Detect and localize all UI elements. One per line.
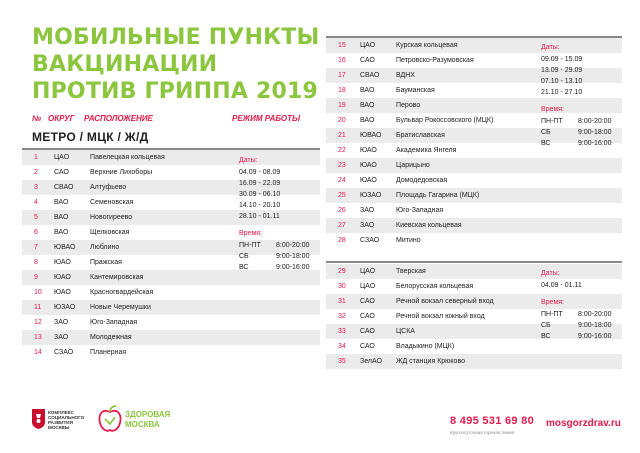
complex-line-2: СОЦИАЛЬНОГО bbox=[48, 415, 85, 420]
row-location: Царицыно bbox=[396, 162, 430, 169]
row-number: 21 bbox=[338, 132, 346, 139]
row-number: 35 bbox=[338, 358, 346, 365]
row-location: Молодежная bbox=[90, 334, 132, 341]
row-district: ЮАО bbox=[360, 162, 377, 169]
row-location: Алтуфьево bbox=[90, 184, 127, 191]
row-district: ЗАО bbox=[360, 222, 375, 229]
row-location: Петровско-Разумовская bbox=[396, 57, 474, 64]
date-range: 16.09 - 22.09 bbox=[239, 180, 281, 187]
time-day: СБ bbox=[541, 129, 551, 136]
row-location: Речной вокзал северный вход bbox=[396, 298, 494, 305]
time-row bbox=[239, 240, 309, 251]
row-district: ЦАО bbox=[360, 283, 376, 290]
row-district: ЗАО bbox=[54, 319, 69, 326]
row-district: ЗАО bbox=[360, 207, 375, 214]
title-line-2: ВАКЦИНАЦИИ bbox=[32, 52, 218, 77]
table-row bbox=[326, 233, 622, 248]
row-number: 7 bbox=[34, 244, 38, 251]
row-district: САО bbox=[360, 328, 375, 335]
row-district: САО bbox=[360, 298, 375, 305]
date-range: 04.09 - 08.09 bbox=[239, 169, 281, 176]
row-location: Тверская bbox=[396, 268, 426, 275]
row-number: 27 bbox=[338, 222, 346, 229]
complex-line-4: МОСКВЫ bbox=[48, 425, 70, 430]
right-table-b-top-bar bbox=[326, 261, 622, 263]
row-number: 31 bbox=[338, 298, 346, 305]
row-location: Верхние Лихоборы bbox=[90, 169, 153, 176]
right-schedule-b bbox=[541, 268, 611, 342]
time-hours: 8:00-20:00 bbox=[578, 118, 612, 125]
table-row bbox=[326, 158, 622, 173]
row-location: Домодедовская bbox=[396, 177, 448, 184]
healthy-moscow-apple-icon bbox=[98, 405, 122, 438]
time-day: ВС bbox=[541, 333, 551, 340]
row-location: Белорусская кольцевая bbox=[396, 283, 474, 290]
row-district: ВАО bbox=[54, 214, 69, 221]
header-hours: РЕЖИМ РАБОТЫ bbox=[232, 114, 301, 123]
row-number: 32 bbox=[338, 313, 346, 320]
row-district: СВАО bbox=[54, 184, 74, 191]
row-number: 28 bbox=[338, 237, 346, 244]
date-range: 07.10 - 13.10 bbox=[541, 78, 583, 85]
time-hours: 8:00-20:00 bbox=[578, 311, 612, 318]
dates-label: Даты: bbox=[541, 44, 560, 51]
time-hours: 9:00-16:00 bbox=[276, 264, 310, 271]
row-number: 9 bbox=[34, 274, 38, 281]
header-num: № bbox=[32, 114, 42, 123]
row-number: 24 bbox=[338, 177, 346, 184]
complex-logo-text bbox=[48, 410, 84, 430]
row-location: Пражская bbox=[90, 259, 122, 266]
row-number: 12 bbox=[34, 319, 42, 326]
date-range: 14.10 - 20.10 bbox=[239, 202, 281, 209]
row-district: ЮВАО bbox=[360, 132, 382, 139]
row-district: ВАО bbox=[54, 199, 69, 206]
row-number: 15 bbox=[338, 42, 346, 49]
time-label: Время: bbox=[239, 230, 263, 237]
row-number: 17 bbox=[338, 72, 346, 79]
row-district: ЮАО bbox=[54, 259, 71, 266]
row-location: Щелковская bbox=[90, 229, 130, 236]
time-day: СБ bbox=[541, 322, 551, 329]
row-number: 33 bbox=[338, 328, 346, 335]
dates-label: Даты: bbox=[541, 270, 560, 277]
row-location: Юго-Западная bbox=[90, 319, 138, 326]
time-row bbox=[541, 320, 611, 331]
row-number: 25 bbox=[338, 192, 346, 199]
row-district: ВАО bbox=[54, 229, 69, 236]
row-number: 16 bbox=[338, 57, 346, 64]
row-district: ЗелАО bbox=[360, 358, 382, 365]
row-location: Новые Черемушки bbox=[90, 304, 151, 311]
row-number: 22 bbox=[338, 147, 346, 154]
hotline-caption: Круглосуточная горячая линия bbox=[450, 430, 515, 435]
header-location: РАСПОЛОЖЕНИЕ bbox=[84, 114, 153, 123]
row-district: ЮЗАО bbox=[54, 304, 76, 311]
table-row bbox=[326, 218, 622, 233]
row-location: Речной вокзал южный вход bbox=[396, 313, 485, 320]
hotline-phone: 8 495 531 69 80 bbox=[450, 415, 535, 427]
date-range: 28.10 - 01.11 bbox=[239, 213, 280, 220]
table-row bbox=[22, 285, 320, 300]
health-line-2: МОСКВА bbox=[125, 420, 160, 429]
date-range: 21.10 - 27.10 bbox=[541, 89, 583, 96]
time-hours: 9:00-18:00 bbox=[578, 322, 612, 329]
row-district: САО bbox=[360, 343, 375, 350]
row-district: ЮВАО bbox=[54, 244, 76, 251]
health-line-1: ЗДОРОВАЯ bbox=[125, 410, 171, 419]
row-number: 18 bbox=[338, 87, 346, 94]
row-location: Планерная bbox=[90, 349, 127, 356]
row-number: 14 bbox=[34, 349, 42, 356]
row-number: 13 bbox=[34, 334, 42, 341]
time-hours: 9:00-16:00 bbox=[578, 333, 612, 340]
row-district: ЦАО bbox=[360, 42, 376, 49]
table-row bbox=[22, 300, 320, 315]
table-row bbox=[22, 330, 320, 345]
row-district: ЦАО bbox=[54, 154, 70, 161]
time-day: ПН-ПТ bbox=[541, 118, 563, 125]
time-hours: 9:00-16:00 bbox=[578, 140, 612, 147]
moscow-emblem-icon bbox=[32, 409, 45, 434]
row-number: 30 bbox=[338, 283, 346, 290]
time-day: ПН-ПТ bbox=[541, 311, 563, 318]
time-hours: 9:00-18:00 bbox=[578, 129, 612, 136]
row-number: 34 bbox=[338, 343, 346, 350]
row-number: 19 bbox=[338, 102, 346, 109]
time-label: Время: bbox=[541, 106, 565, 113]
row-district: ВАО bbox=[360, 102, 375, 109]
row-district: ЦАО bbox=[360, 268, 376, 275]
row-location: Семеновская bbox=[90, 199, 134, 206]
date-range: 13.09 - 29.09 bbox=[541, 67, 583, 74]
table-row bbox=[326, 203, 622, 218]
row-location: Павелецкая кольцевая bbox=[90, 154, 165, 161]
row-number: 8 bbox=[34, 259, 38, 266]
row-location: Люблино bbox=[90, 244, 120, 251]
header-district: ОКРУГ bbox=[48, 114, 75, 123]
time-row bbox=[541, 309, 611, 320]
row-district: ВАО bbox=[360, 117, 375, 124]
row-location: ЖД станция Крюково bbox=[396, 358, 465, 365]
section-label: МЕТРО / МЦК / Ж/Д bbox=[32, 130, 149, 144]
time-hours: 8:00-20:00 bbox=[276, 242, 310, 249]
time-hours: 9:00-18:00 bbox=[276, 253, 310, 260]
row-number: 11 bbox=[34, 304, 42, 311]
row-district: СВАО bbox=[360, 72, 380, 79]
row-district: СЗАО bbox=[54, 349, 74, 356]
row-number: 2 bbox=[34, 169, 38, 176]
website-link[interactable]: mosgorzdrav.ru bbox=[546, 418, 621, 429]
row-location: ЦСКА bbox=[396, 328, 415, 335]
row-location: Киевская кольцевая bbox=[396, 222, 462, 229]
dates-label: Даты: bbox=[239, 157, 258, 164]
time-row bbox=[239, 262, 309, 273]
row-location: Братиславская bbox=[396, 132, 445, 139]
row-location: Владыкино (МЦК) bbox=[396, 343, 455, 350]
table-row bbox=[22, 345, 320, 360]
row-district: САО bbox=[360, 57, 375, 64]
time-day: ПН-ПТ bbox=[239, 242, 261, 249]
row-district: ЮЗАО bbox=[360, 192, 382, 199]
row-number: 1 bbox=[34, 154, 38, 161]
date-range: 09.09 - 15.09 bbox=[541, 56, 583, 63]
time-day: ВС bbox=[541, 140, 551, 147]
row-number: 10 bbox=[34, 289, 42, 296]
row-district: САО bbox=[54, 169, 69, 176]
row-district: СЗАО bbox=[360, 237, 380, 244]
page-title bbox=[32, 24, 332, 105]
title-line-1: МОБИЛЬНЫЕ ПУНКТЫ bbox=[32, 25, 320, 50]
time-day: ВС bbox=[239, 264, 249, 271]
row-district: ЮАО bbox=[54, 289, 71, 296]
title-line-3: ПРОТИВ ГРИППА 2019 bbox=[32, 79, 318, 104]
complex-line-3: РАЗВИТИЯ bbox=[48, 420, 73, 425]
row-location: Кантемировская bbox=[90, 274, 144, 281]
row-location: Юго-Западная bbox=[396, 207, 444, 214]
row-district: ЮАО bbox=[360, 177, 377, 184]
time-row bbox=[541, 116, 611, 127]
row-number: 20 bbox=[338, 117, 346, 124]
row-number: 6 bbox=[34, 229, 38, 236]
row-district: ЗАО bbox=[54, 334, 69, 341]
row-district: ВАО bbox=[360, 87, 375, 94]
table-row bbox=[22, 315, 320, 330]
row-location: Бульвар Рокоссовского (МЦК) bbox=[396, 117, 494, 124]
row-district: ЮАО bbox=[54, 274, 71, 281]
row-number: 5 bbox=[34, 214, 38, 221]
row-number: 3 bbox=[34, 184, 38, 191]
date-range: 30.09 - 06.10 bbox=[239, 191, 281, 198]
row-location: Площадь Гагарина (МЦК) bbox=[396, 192, 480, 199]
table-row bbox=[326, 173, 622, 188]
row-number: 4 bbox=[34, 199, 38, 206]
left-schedule bbox=[239, 155, 309, 273]
table-row bbox=[326, 188, 622, 203]
complex-line-1: КОМПЛЕКС bbox=[48, 410, 74, 415]
row-district: САО bbox=[360, 313, 375, 320]
time-label: Время: bbox=[541, 299, 565, 306]
row-district: ЮАО bbox=[360, 147, 377, 154]
row-location: Курская кольцевая bbox=[396, 42, 458, 49]
table-row bbox=[326, 354, 622, 369]
time-row bbox=[239, 251, 309, 262]
row-location: Бауманская bbox=[396, 87, 435, 94]
row-location: Перово bbox=[396, 102, 421, 109]
row-location: Академика Янгеля bbox=[396, 147, 457, 154]
row-number: 26 bbox=[338, 207, 346, 214]
time-row bbox=[541, 127, 611, 138]
row-location: Красногвардейская bbox=[90, 289, 154, 296]
row-number: 23 bbox=[338, 162, 346, 169]
row-number: 29 bbox=[338, 268, 346, 275]
date-range: 04.09 - 01.11 bbox=[541, 282, 582, 289]
healthy-moscow-text bbox=[125, 410, 170, 430]
time-day: СБ bbox=[239, 253, 249, 260]
row-location: Митино bbox=[396, 237, 421, 244]
row-location: ВДНХ bbox=[396, 72, 415, 79]
time-row bbox=[541, 138, 611, 149]
row-location: Новогиреево bbox=[90, 214, 133, 221]
right-schedule-a bbox=[541, 42, 611, 149]
time-row bbox=[541, 331, 611, 342]
